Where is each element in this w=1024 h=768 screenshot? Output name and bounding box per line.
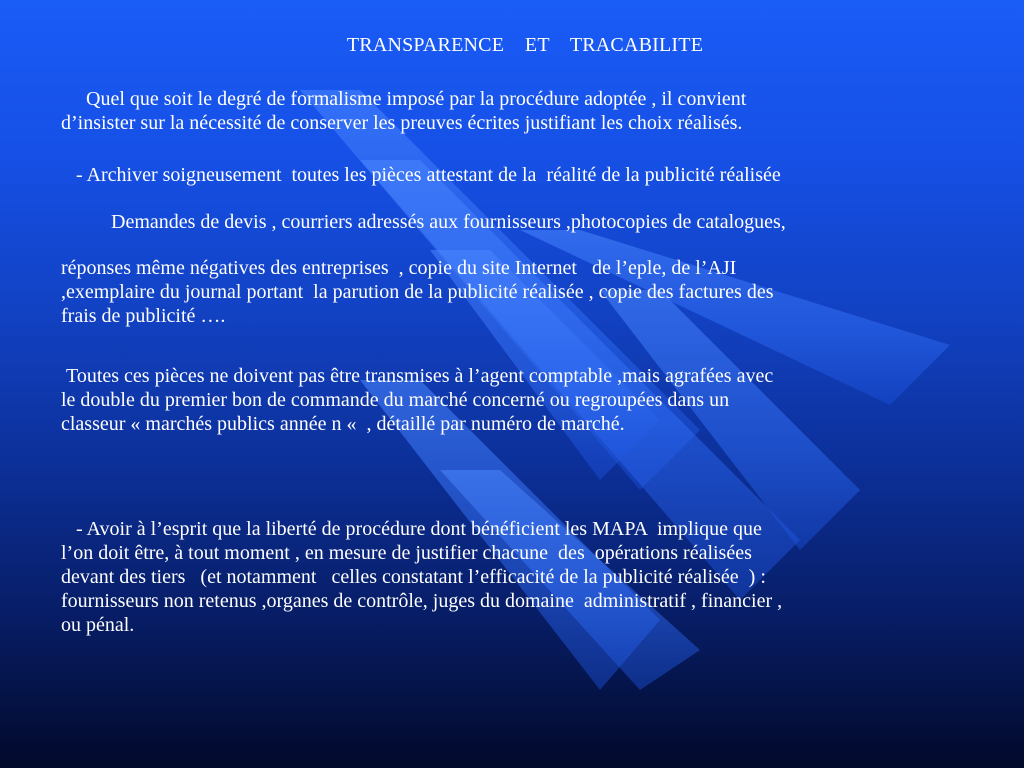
paragraph-mapa: - Avoir à l’esprit que la liberté de procédure dont bénéficient les MAPA implique que l’on doit être, à tout moment , en mesure de justifier chacune des opérations réalisées devant des tiers (et notamment celles constatant l’efficacité de la publicité réalisée ) : fournisseurs non retenus ,organes de contrôle, juges du domaine administratif , financier , ou pénal. [61, 518, 783, 636]
paragraph-archive: - Archiver soigneusement toutes les pièces attestant de la réalité de la publicité réalisée [61, 164, 781, 186]
paragraph-quote-requests: Demandes de devis , courriers adressés aux fournisseurs ,photocopies de catalogues, [61, 211, 786, 233]
paragraph-responses: réponses même négatives des entreprises , copie du site Internet de l’eple, de l’AJI ,exemplaire du journal portant la parution de la publicité réalisée , copie des factures des frais de publicité …. [61, 257, 774, 327]
paragraph-documents: Toutes ces pièces ne doivent pas être transmises à l’agent comptable ,mais agrafées avec le double du premier bon de commande du marché concerné ou regroupées dans un classeur « marchés publics année n « , détaillé par numéro de marché. [61, 365, 774, 435]
paragraph-formalism: Quel que soit le degré de formalisme imposé par la procédure adoptée , il convient d’insister sur la nécessité de conserver les preuves écrites justifiant les choix réalisés. [61, 88, 747, 134]
slide-title: TRANSPARENCE ET TRACABILITE [346, 34, 704, 56]
